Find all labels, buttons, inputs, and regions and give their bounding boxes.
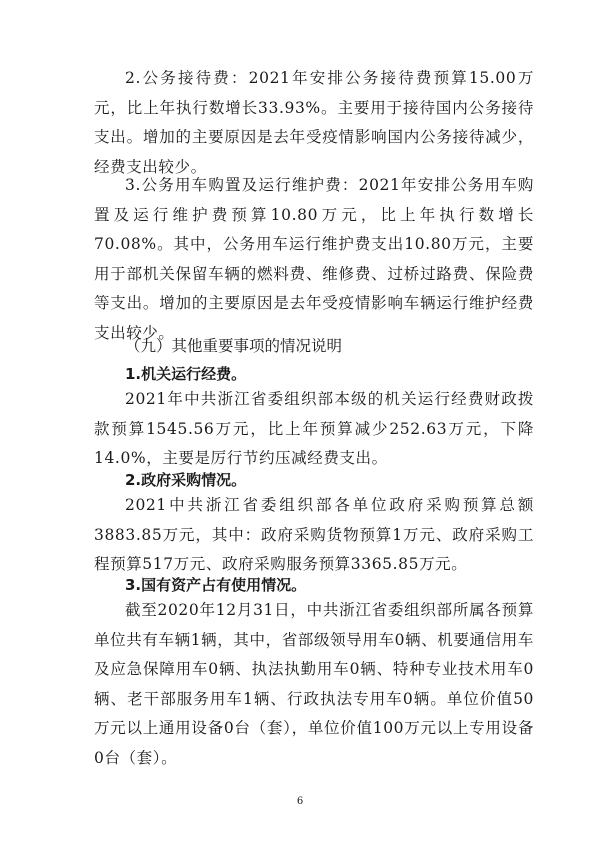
paragraph-reception-fee: 2.公务接待费：2021年安排公务接待费预算15.00万元，比上年执行数增长33.93%。主要用于接待国内公务接待支出。增加的主要原因是去年受疫情影响国内公务接待减少，经费支出较少。 bbox=[94, 69, 534, 176]
paragraph-state-assets: 截至2020年12月31日，中共浙江省委组织部所属各预算单位共有车辆1辆，其中，省部级领导用车0辆、机要通信用车及应急保障用车0辆、执法执勤用车0辆、特种专业技术用车0辆、老干部服务用车1辆、行政执法专用车0辆。单位价值50万元以上通用设备0台（套），单位价值100万元以上专用设备0台（套）。 bbox=[94, 601, 534, 767]
heading-state-assets: 3.国有资产占有使用情况。 bbox=[125, 576, 307, 594]
heading-operating-expenses: 1.机关运行经费。 bbox=[125, 365, 247, 383]
paragraph-procurement: 2021中共浙江省委组织部各单位政府采购预算总额3883.85万元，其中：政府采购货物预算1万元、政府采购工程预算517万元、政府采购服务预算3365.85万元。 bbox=[94, 496, 534, 573]
paragraph-vehicle-fee: 3.公务用车购置及运行维护费：2021年安排公务用车购置及运行维护费预算10.80万元，比上年执行数增长70.08%。其中，公务用车运行维护费支出10.80万元，主要用于部机关保留车辆的燃料费、维修费、过桥过路费、保险费等支出。增加的主要原因是去年受疫情影响车辆运行维护经费支出较少。 bbox=[94, 176, 534, 342]
section-heading-other-matters: （九）其他重要事项的情况说明 bbox=[125, 337, 343, 355]
heading-procurement: 2.政府采购情况。 bbox=[125, 471, 247, 489]
page-number: 6 bbox=[296, 796, 304, 807]
paragraph-operating-expenses: 2021年中共浙江省委组织部本级的机关运行经费财政拨款预算1545.56万元，比上年预算减少252.63万元，下降14.0%，主要是厉行节约压减经费支出。 bbox=[94, 390, 534, 467]
